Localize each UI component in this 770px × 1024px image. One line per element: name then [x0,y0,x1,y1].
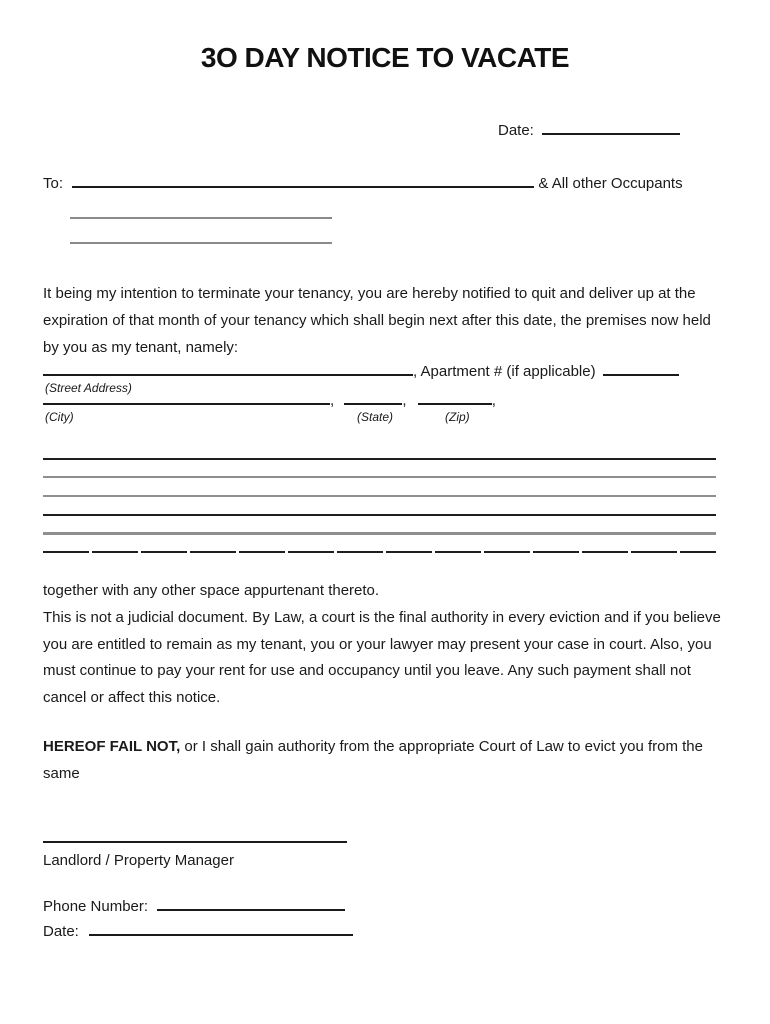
hereof-rest-text: or I shall gain authority from the appropriate Court of Law to evict you from the same [43,738,703,782]
apartment-number-field[interactable] [603,361,679,376]
occupants-suffix: & All other Occupants [538,175,683,192]
street-address-field[interactable] [43,361,413,376]
description-line-1[interactable] [43,458,716,460]
state-field[interactable] [344,390,402,405]
description-line-6[interactable] [43,551,716,553]
description-line-2[interactable] [43,476,716,478]
additional-occupant-field-2[interactable] [70,242,332,244]
separator-2: , [402,392,407,409]
to-name-field[interactable] [72,173,534,188]
body-paragraphs [43,578,721,712]
signature-date-row [43,921,353,942]
landlord-caption: Landlord / Property Manager [43,852,234,869]
apartment-label: , Apartment # (if applicable) [413,363,596,380]
judicial-paragraph: This is not a judicial document. By Law, a court is the final authority in every eviction and if you believe you are entitled to remain as my tenant, you or your lawyer may present your case in court. Also, you must continue to pay your rent for use and occupancy until you leave. Any such payment shall not cancel or affect this notice. [43,608,721,707]
date-label: Date: [498,122,534,139]
signature-date-field[interactable] [89,921,353,936]
additional-occupant-field-1[interactable] [70,217,332,219]
zip-field[interactable] [418,390,492,405]
document-title: 3O DAY NOTICE TO VACATE [200,42,570,73]
phone-field[interactable] [157,896,345,911]
signature-date-label: Date: [43,923,79,940]
hereof-bold-text: HEREOF FAIL NOT, [43,738,181,755]
description-line-3[interactable] [43,495,716,497]
zip-caption: (Zip) [445,410,470,424]
separator-1: , [330,392,335,409]
hereof-paragraph [43,733,721,787]
city-caption: (City) [45,410,74,424]
to-label: To: [43,175,64,192]
state-caption: (State) [357,410,394,424]
date-field[interactable] [542,120,680,135]
city-field[interactable] [43,390,330,405]
city-state-zip-row [43,390,496,411]
landlord-signature-field[interactable] [43,841,347,843]
to-row [43,173,683,194]
street-address-row [43,361,679,382]
separator-3: , [491,392,496,409]
intro-paragraph: It being my intention to terminate your tenancy, you are hereby notified to quit and deliver up at the expiration of that month of your tenancy which shall begin next after this date, the premises now held by you as my tenant, namely: [43,285,711,356]
description-line-4[interactable] [43,514,716,516]
phone-row [43,896,345,917]
phone-label: Phone Number: [43,898,149,915]
street-address-caption: (Street Address) [45,381,132,395]
date-row [498,120,680,141]
appurtenant-line: together with any other space appurtenant thereto. [43,582,380,599]
description-line-5[interactable] [43,532,716,535]
